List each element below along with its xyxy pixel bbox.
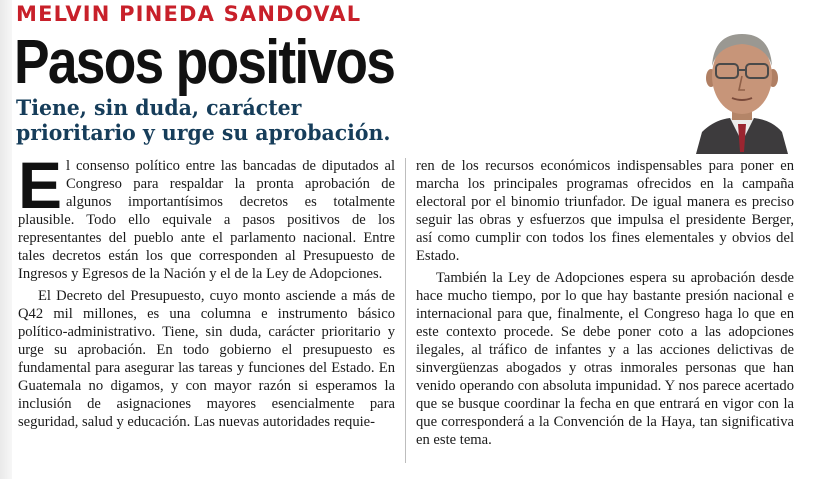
author-photo	[694, 24, 790, 154]
paragraph-1	[18, 148, 395, 283]
author-name: MELVIN PINEDA SANDOVAL	[16, 2, 362, 26]
paragraph-3: ren de los recursos económicos indispensables para poner en marcha los principales programas ofrecidos en la campaña electoral por el binomio triunfador. De igual manera es preciso seguir las obras y esfuerzos que impulsa el presidente Berger, así como cumplir con todos los fines elementales y obvios del Estado.	[416, 158, 794, 264]
drop-cap: E	[18, 148, 63, 222]
article-title: Pasos positivos	[14, 28, 395, 97]
page-edge-shadow	[0, 0, 12, 479]
article-column-2	[416, 157, 794, 449]
paragraph-2: El Decreto del Presupuesto, cuyo monto asciende a más de Q42 mil millones, es una columna e instrumento básico político-administrativo. Tiene, sin duda, carácter prioritario y urge su aprobación. En todo gobierno el presupuesto es fundamental para asegurar las tareas y funciones del Estado. En Guatemala no digamos, y con mayor razón si esperamos la inclusión de asignaciones mayores esencialmente para seguridad, salud y educación. Las nuevas autoridades requie-	[18, 288, 395, 430]
article-column-1	[18, 148, 395, 431]
column-divider	[405, 158, 406, 463]
author-portrait-illustration	[694, 24, 790, 154]
paragraph-1-text: l consenso político entre las bancadas de diputados al Congreso para respaldar la pronta aprobación de algunos importantísimos decretos es totalmente plausible. Todo ello equivale a pasos positivos de los representantes del pueblo ante el parlamento nacional. Entre tales decretos están los que corresponden al Presupuesto de Ingresos y Egresos de la Nación y el de la Ley de Adopciones.	[18, 158, 395, 282]
article-subtitle: Tiene, sin duda, carácter prioritario y urge su aprobación.	[16, 96, 391, 146]
paragraph-4: También la Ley de Adopciones espera su aprobación desde hace mucho tiempo, por lo que hay bastante presión nacional e internacional para que, finalmente, el Congreso haga lo que en este contexto procede. Se debe poner coto a las adopciones ilegales, al tráfico de infantes y a las acciones delictivas de sinvergüenzas abogados y otras inmorales personas que han venido operando con absoluta impunidad. Y nos parece acertado que se busque coordinar la fecha en que entrará en vigor con la que corresponderá a la Convención de la Haya, tan significativa en este tema.	[416, 270, 794, 448]
